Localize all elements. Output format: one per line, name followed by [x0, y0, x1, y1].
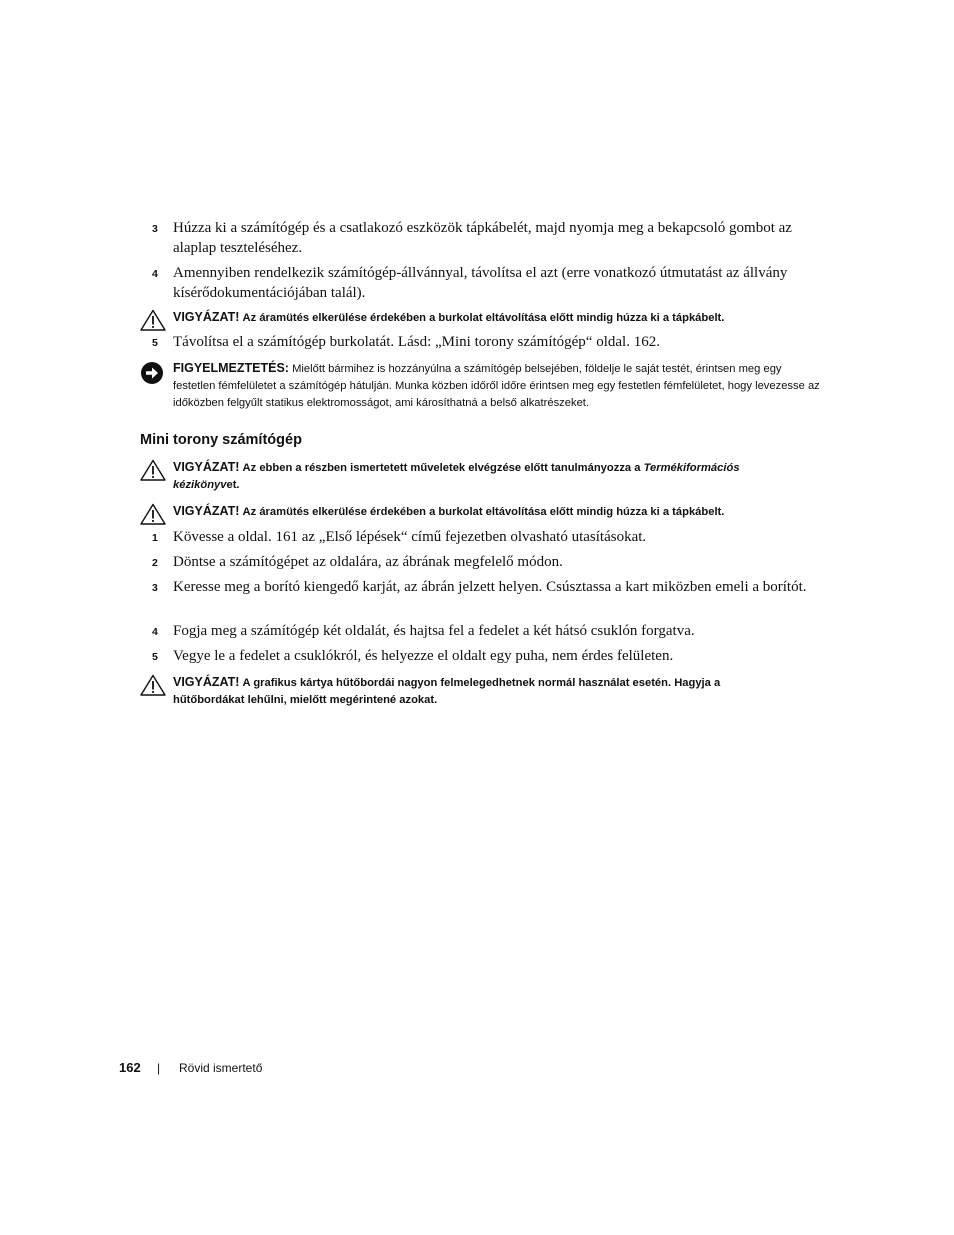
caution-text: Az ebben a részben ismertetett műveletek elvégzése előtt tanulmányozza a — [242, 462, 644, 474]
step-number: 3 — [152, 223, 158, 235]
step-text: Vegye le a fedelet a csuklókról, és helyezze el oldalt egy puha, nem érdes felületen. — [173, 648, 674, 664]
step-text: Távolítsa el a számítógép burkolatát. Lásd: „Mini torony számítógép“ oldal. 162. — [173, 334, 660, 350]
list-item — [152, 647, 822, 667]
step-text: Fogja meg a számítógép két oldalát, és hajtsa fel a fedelet a két hátsó csuklón forgatva. — [173, 623, 695, 639]
caution-notice — [140, 309, 820, 336]
notice-text: Mielőtt bármihez is hozzányúlna a számítógép belsejében, földelje le saját testét, érintsen meg egy festetlen fémfelületet a számítógép hátulján. Munka közben időről időre érintsen meg egy festetlen fémfelületet, hogy levezesse az időközben felgyűlt statikus elektromosságot, ami károsíthatná a belső alkatrészeket. — [173, 363, 820, 409]
page-number: 162 — [119, 1060, 141, 1075]
step-number: 5 — [152, 651, 158, 663]
caution-italic-text: Termékiformációs kézikönyv — [173, 462, 740, 491]
caution-notice — [140, 503, 820, 530]
step-number: 3 — [152, 582, 158, 594]
step-number: 2 — [152, 557, 158, 569]
list-item — [152, 264, 822, 303]
step-text: Döntse a számítógépet az oldalára, az ábrának megfelelő módon. — [173, 554, 563, 570]
notice-label: FIGYELMEZTETÉS: — [173, 361, 289, 375]
caution-text: Az áramütés elkerülése érdekében a burkolat eltávolítása előtt mindig húzza ki a tápkábelt. — [242, 312, 725, 324]
step-number: 4 — [152, 626, 158, 638]
step-text: Amennyiben rendelkezik számítógép-állvánnyal, távolítsa el azt (erre vonatkozó útmutatást az állvány kísérődokumentációjában talál). — [173, 265, 788, 301]
list-item — [152, 333, 822, 353]
warning-triangle-icon — [140, 459, 173, 494]
step-number: 4 — [152, 268, 158, 280]
caution-label: VIGYÁZAT! — [173, 675, 240, 689]
step-text: Keresse meg a borító kiengedő karját, az ábrán jelzett helyen. Csúsztassa a kart miközben emeli a borítót. — [173, 579, 807, 595]
list-item — [152, 622, 822, 642]
step-text: Kövesse a oldal. 161 az „Első lépések“ című fejezetben olvasható utasításokat. — [173, 529, 647, 545]
step-number: 5 — [152, 337, 158, 349]
list-item — [152, 528, 822, 548]
notice-arrow-icon — [140, 360, 173, 412]
warning-triangle-icon — [140, 674, 173, 709]
caution-notice — [140, 674, 820, 709]
caution-label: VIGYÁZAT! — [173, 504, 240, 518]
list-item — [152, 219, 822, 258]
step-number: 1 — [152, 532, 158, 544]
step-text: Húzza ki a számítógép és a csatlakozó eszközök tápkábelét, majd nyomja meg a bekapcsoló gombot az alaplap teszteléséhez. — [173, 220, 792, 256]
caution-label: VIGYÁZAT! — [173, 460, 240, 474]
footer-section-title: Rövid ismertető — [179, 1061, 263, 1075]
footer-separator: | — [157, 1061, 161, 1075]
caution-text-tail: et. — [226, 479, 240, 491]
list-item — [152, 553, 822, 573]
list-item — [152, 578, 822, 598]
notice-block — [140, 360, 820, 412]
caution-notice — [140, 459, 820, 494]
caution-text: Az áramütés elkerülése érdekében a burkolat eltávolítása előtt mindig húzza ki a tápkábelt. — [242, 506, 725, 518]
caution-text: A grafikus kártya hűtőbordái nagyon felmelegedhetnek normál használat esetén. Hagyja a hűtőbordákat lehűlni, mielőtt megérintené azokat. — [173, 677, 721, 706]
warning-triangle-icon — [140, 309, 173, 336]
warning-triangle-icon — [140, 503, 173, 530]
section-heading: Mini torony számítógép — [140, 432, 302, 448]
caution-label: VIGYÁZAT! — [173, 310, 240, 324]
